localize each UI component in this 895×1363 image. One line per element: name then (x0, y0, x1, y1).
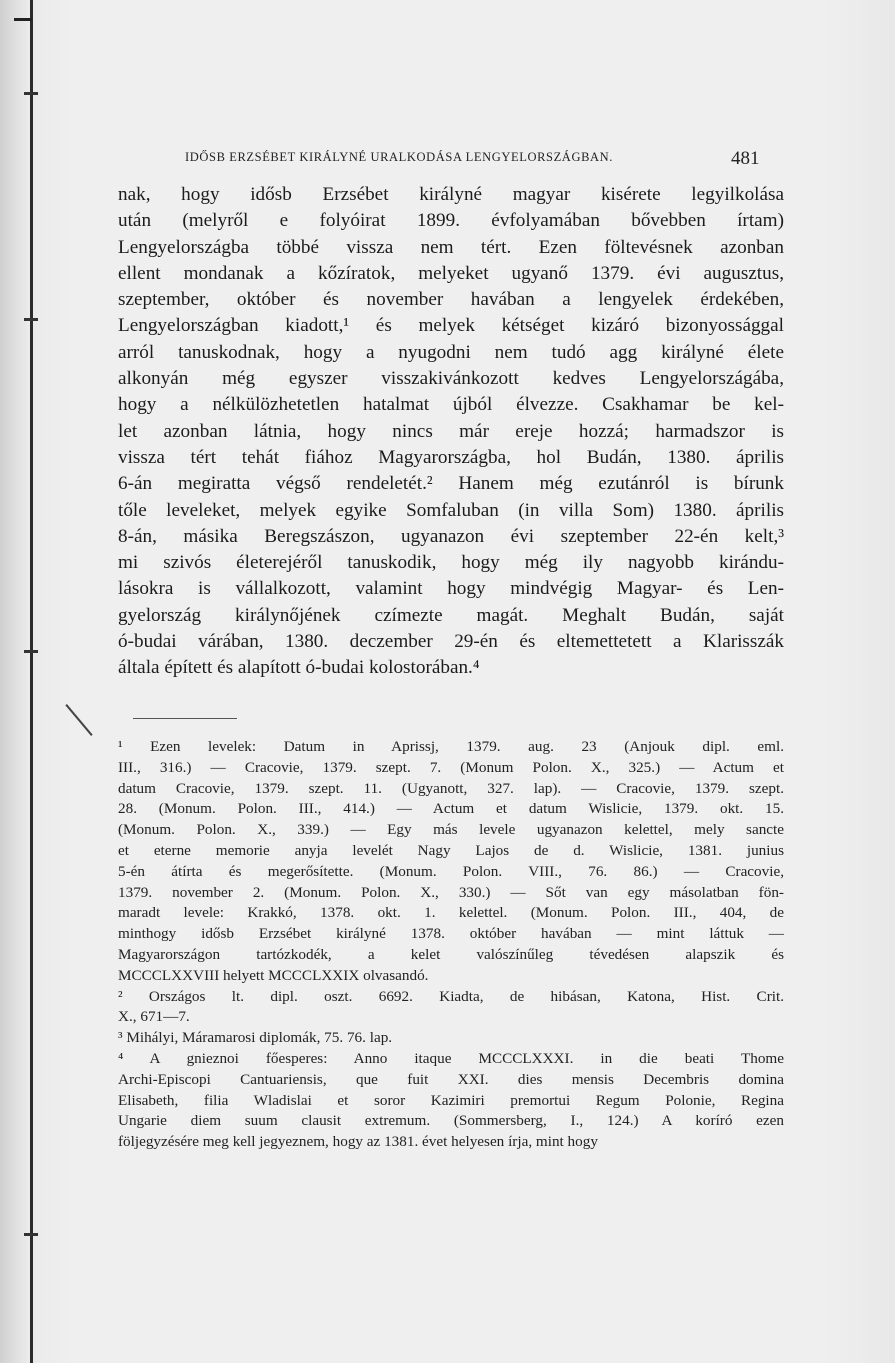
footnote-line: Elisabeth, filia Wladislai et soror Kazimiri premortui Regum Polonie, Regina (118, 1091, 784, 1109)
body-text-line: után (melyről e folyóirat 1899. évfolyamában bővebben írtam) (118, 210, 784, 232)
footnote-line: Magyarországon tartózkodék, a kelet valószínűleg tévedésen alapszik és (118, 945, 784, 963)
body-text-line: Lengyelországban kiadott,¹ és melyek kétséget kizáró bizonyossággal (118, 315, 784, 337)
footnotes (118, 737, 784, 1153)
footnote-line: ³ Mihályi, Máramarosi diplomák, 75. 76. lap. (118, 1029, 393, 1047)
running-header-title: IDŐSB ERZSÉBET KIRÁLYNÉ URALKODÁSA LENGYELORSZÁGBAN. (185, 150, 613, 164)
margin-tick (24, 650, 38, 653)
body-text-line: ó-budai várában, 1380. deczember 29-én és eltemettetett a Klarisszák (118, 631, 784, 653)
body-text-line: gyelország királynőjének czímezte magát. Meghalt Budán, saját (118, 604, 784, 626)
footnote-line: ⁴ A gnieznoi főesperes: Anno itaque MCCCLXXXI. in die beati Thome (118, 1049, 784, 1067)
margin-tick (24, 318, 38, 321)
page-number: 481 (731, 148, 760, 169)
body-text-line: általa épített és alapított ó-budai kolostorában.⁴ (118, 657, 480, 679)
body-text-line: 8-án, másika Beregszászon, ugyanazon évi szeptember 22-én kelt,³ (118, 525, 784, 547)
margin-tick (24, 92, 38, 95)
body-text-line: mi szivós életerejéről tanuskodik, hogy még ily nagyobb kirándu- (118, 552, 784, 574)
body-text-line: nak, hogy idősb Erzsébet királyné magyar kisérete legyilkolása (118, 184, 784, 205)
footnote-line: maradt levele: Krakkó, 1378. okt. 1. kelettel. (Monum. Polon. III., 404, de (118, 904, 784, 922)
footnote-line: ² Országos lt. dipl. oszt. 6692. Kiadta, de hibásan, Katona, Hist. Crit. (118, 987, 784, 1005)
spine-top-mark (14, 18, 32, 21)
footnote-line: ¹ Ezen levelek: Datum in Aprissj, 1379. aug. 23 (Anjouk dipl. eml. (118, 738, 784, 755)
body-text-line: alkonyán még egyszer visszakivánkozott kedves Lengyelországába, (118, 368, 784, 390)
footnote-line: minthogy idősb Erzsébet királyné 1378. október havában — mint láttuk — (118, 925, 784, 943)
footnote-line: Archi-Episcopi Cantuariensis, que fuit XXI. dies mensis Decembris domina (118, 1070, 784, 1088)
footnote-line: X., 671—7. (118, 1008, 190, 1026)
footnote-line: 5-én átírta és megerősítette. (Monum. Polon. VIII., 76. 86.) — Cracovie, (118, 862, 784, 880)
page-binding-edge (0, 0, 30, 1363)
body-text-line: ellent mondanak a kőzíratok, melyeket ugyanő 1379. évi augusztus, (118, 262, 784, 284)
footnote-line: et eterne memorie anyja levelét Nagy Lajos de d. Wislicie, 1381. junius (118, 841, 784, 859)
footnote-line: följegyzésére meg kell jegyeznem, hogy az 1381. évet helyesen írja, mint hogy (118, 1133, 598, 1151)
body-text (118, 182, 784, 682)
body-text-line: hogy a nélkülözhetetlen hatalmat újból élvezze. Csakhamar be kel- (118, 394, 784, 416)
footnote-line: (Monum. Polon. X., 339.) — Egy más levele ugyanazon kelettel, mely sancte (118, 821, 784, 839)
footnote-line: MCCCLXXVIII helyett MCCCLXXIX olvasandó. (118, 966, 429, 984)
body-text-line: 6-án megiratta végső rendeletét.² Hanem még ezutánról is bírunk (118, 473, 784, 495)
footnote-line: Ungarie diem suum clausit extremum. (Sommersberg, I., 124.) A koríró ezen (118, 1112, 784, 1130)
body-text-line: Lengyelországba többé vissza nem tért. Ezen föltevésnek azonban (118, 236, 784, 258)
footnote-line: 1379. november 2. (Monum. Polon. X., 330.) — Sőt van egy másolatban fön- (118, 883, 784, 901)
spine-line (30, 0, 33, 1363)
running-header (0, 148, 895, 172)
margin-tick (24, 1233, 38, 1236)
pencil-mark (65, 704, 92, 736)
footnote-line: III., 316.) — Cracovie, 1379. szept. 7. (Monum Polon. X., 325.) — Actum et (118, 758, 784, 776)
footnote-line: datum Cracovie, 1379. szept. 11. (Ugyanott, 327. lap). — Cracovie, 1379. szept. (118, 779, 784, 797)
body-text-line: vissza tért tehát fiához Magyarországba, hol Budán, 1380. április (118, 446, 784, 468)
footnote-rule (133, 718, 237, 719)
footnote-line: 28. (Monum. Polon. III., 414.) — Actum et datum Wislicie, 1379. okt. 15. (118, 800, 784, 818)
body-text-line: tőle leveleket, melyek egyike Somfaluban (in villa Som) 1380. április (118, 499, 784, 521)
body-text-line: let azonban látnia, hogy nincs már ereje hozzá; harmadszor is (118, 420, 784, 442)
body-text-line: lásokra is vállalkozott, valamint hogy mindvégig Magyar- és Len- (118, 578, 784, 600)
body-text-line: arról tanuskodnak, hogy a nyugodni nem tudó agg királyné élete (118, 341, 784, 363)
body-text-line: szeptember, október és november havában a lengyelek érdekében, (118, 289, 784, 311)
